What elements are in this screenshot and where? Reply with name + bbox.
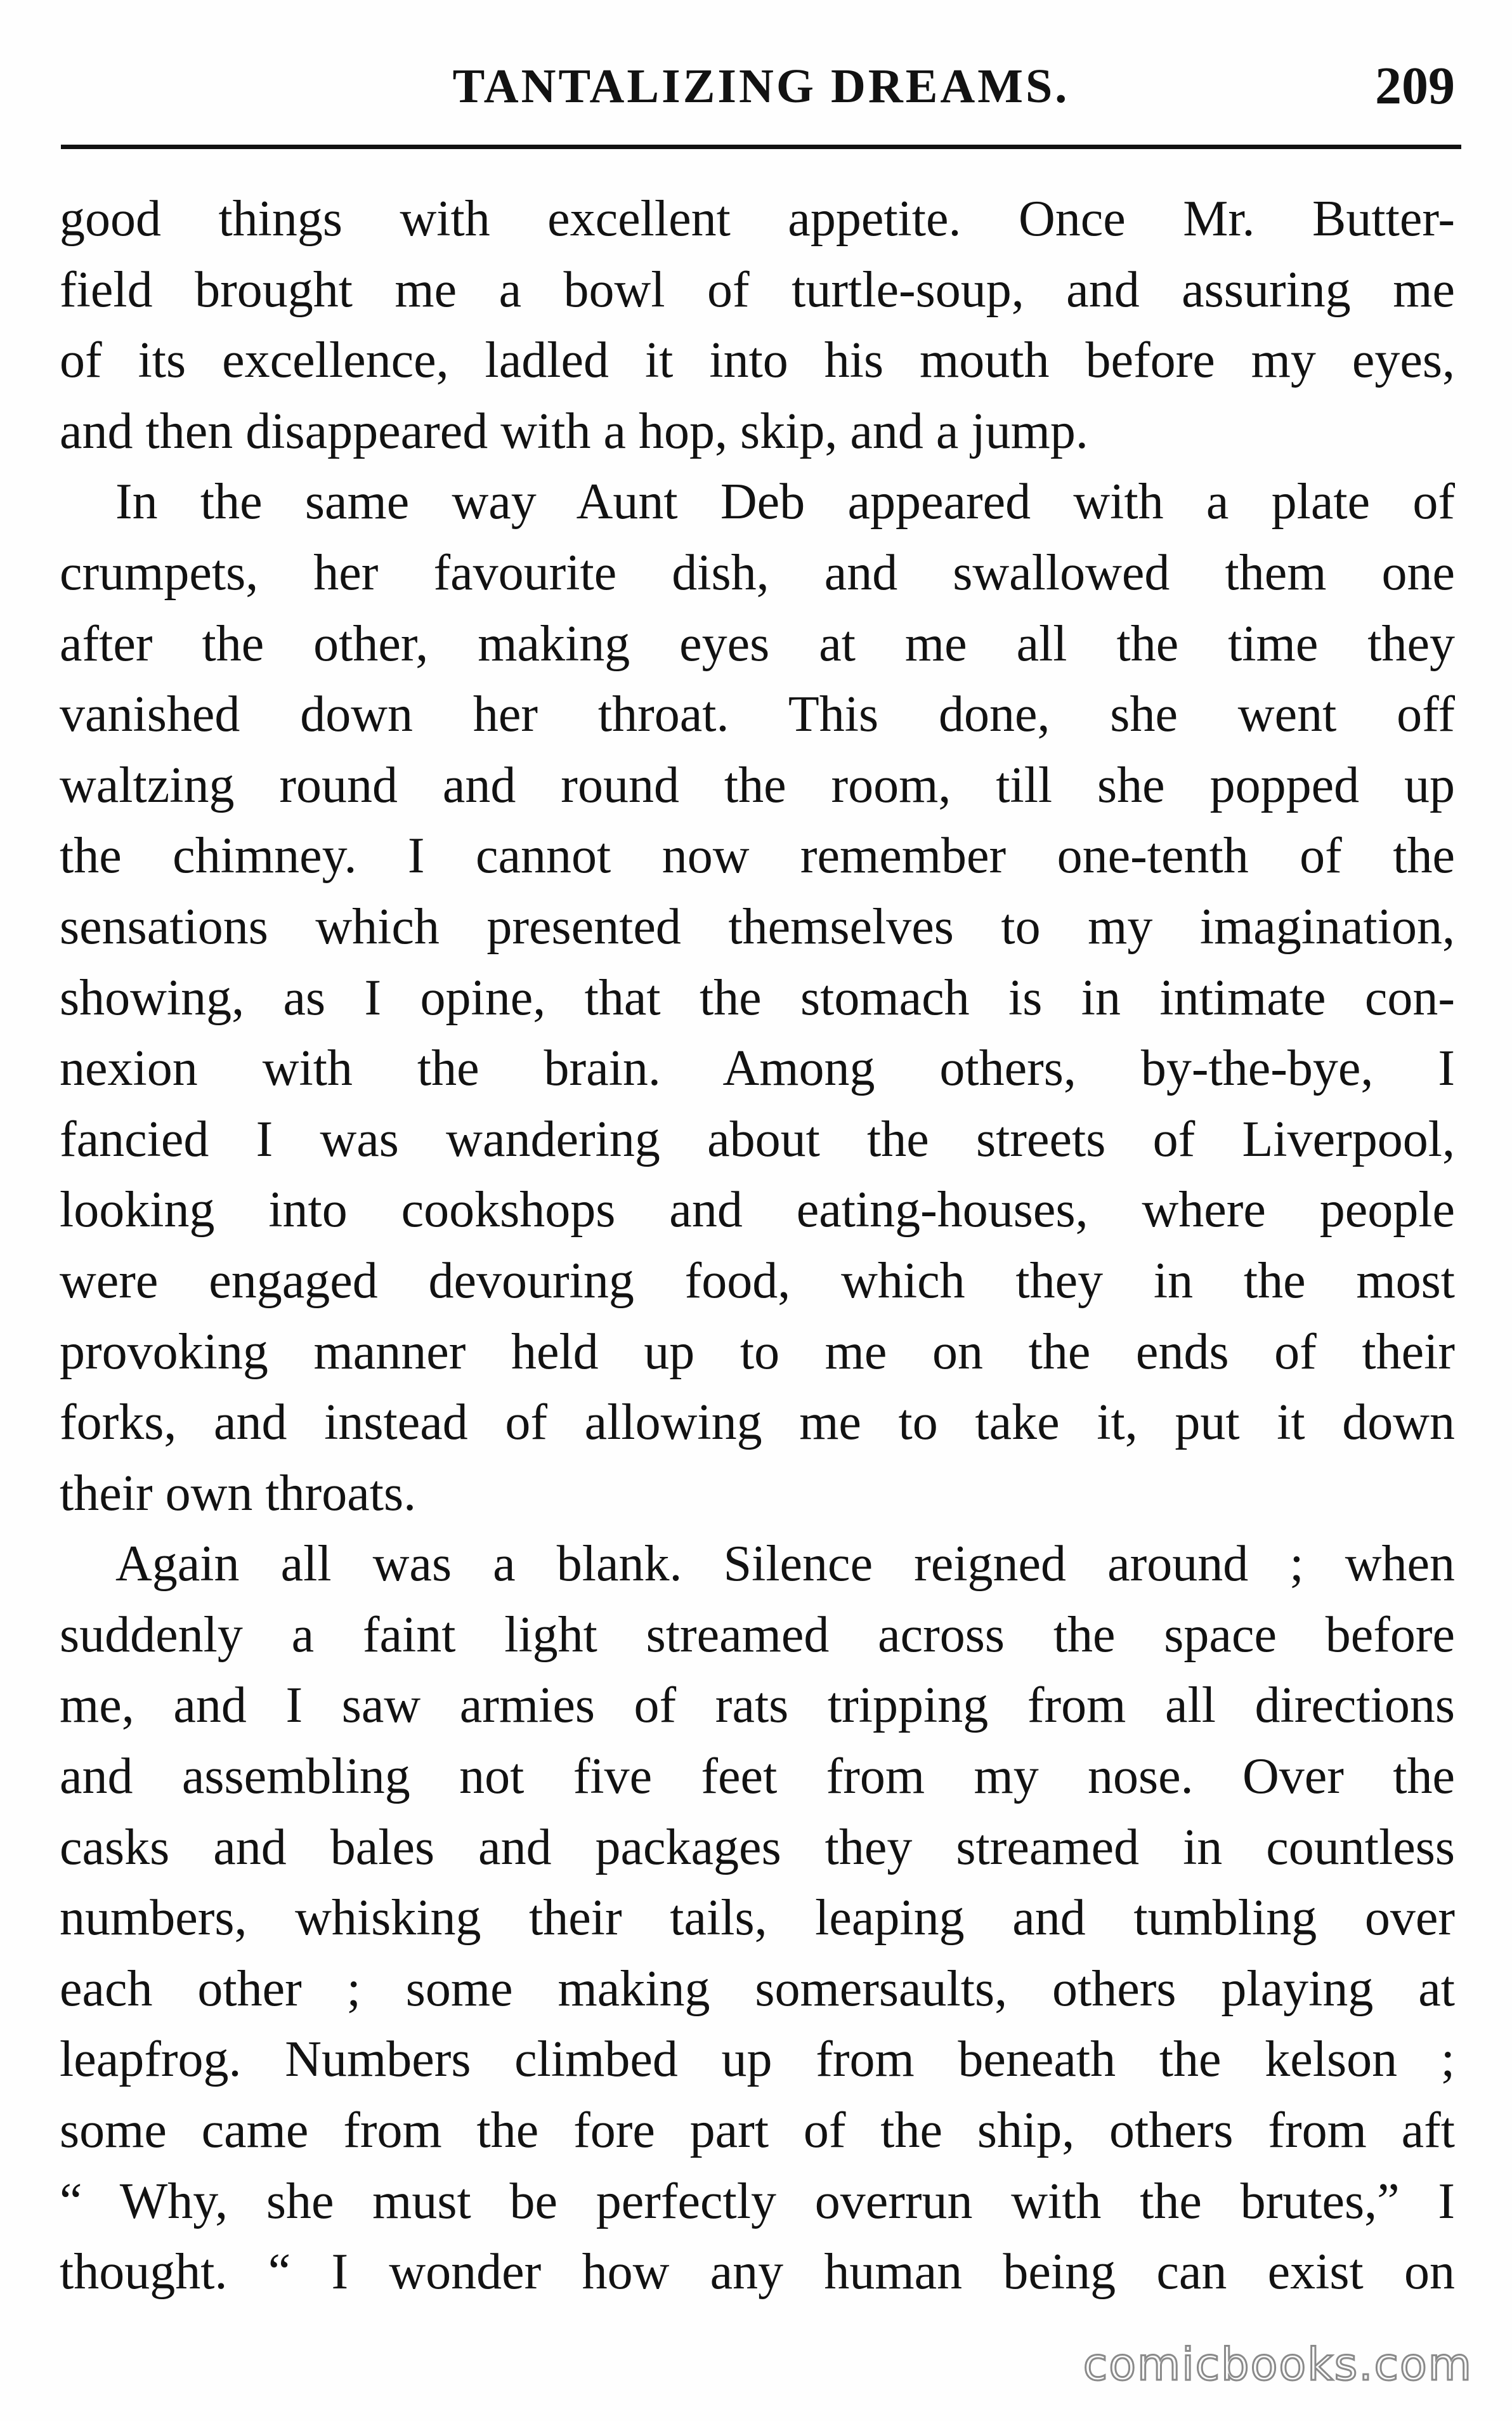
text-line: numbers, whisking their tails, leaping and tumbling over [60,1890,1455,1946]
paragraph [60,467,1455,1529]
text-line: some came from the fore part of the ship, others from aft [60,2103,1455,2159]
paragraph [60,1529,1455,2308]
text-line: In the same way Aunt Deb appeared with a plate of [115,474,1455,530]
chapter-title: TANTALIZING DREAMS. [452,60,1070,113]
text-line: of its excellence, ladled it into his mouth before my eyes, [60,332,1455,389]
text-line: forks, and instead of allowing me to take it, put it down [60,1394,1455,1451]
body-text [60,184,1455,2308]
watermark-logo: comicbooks.com [1083,2339,1473,2391]
text-line: leapfrog. Numbers climbed up from beneath the kelson ; [60,2031,1455,2088]
text-line: me, and I saw armies of rats tripping from all directions [60,1677,1455,1734]
text-line: the chimney. I cannot now remember one-tenth of the [60,828,1455,884]
text-line: after the other, making eyes at me all the time they [60,615,1455,672]
text-line: vanished down her throat. This done, she went off [60,686,1455,743]
text-line: casks and bales and packages they streamed in countless [60,1819,1455,1875]
text-line: fancied I was wandering about the streets of Liverpool, [60,1111,1455,1167]
text-line: suddenly a faint light streamed across the space before [60,1606,1455,1663]
text-line: “ Why, she must be perfectly overrun with the brutes,” I [60,2173,1455,2229]
running-head [61,46,1461,122]
page-number: 209 [1375,56,1455,115]
text-line: nexion with the brain. Among others, by-the-bye, I [60,1040,1455,1097]
text-line: their own throats. [60,1465,417,1521]
text-line: were engaged devouring food, which they in the most [60,1252,1455,1309]
text-line: and then disappeared with a hop, skip, and a jump. [60,403,1088,459]
text-line: thought. “ I wonder how any human being can exist on [60,2244,1455,2300]
text-line: and assembling not five feet from my nose. Over the [60,1748,1455,1805]
text-line: sensations which presented themselves to my imagination, [60,898,1455,955]
text-line: provoking manner held up to me on the ends of their [60,1323,1455,1380]
text-line: Again all was a blank. Silence reigned around ; when [115,1536,1455,1592]
paragraph [60,184,1455,467]
text-line: waltzing round and round the room, till she popped up [60,757,1455,813]
text-line: each other ; some making somersaults, others playing at [60,1960,1455,2017]
text-line: field brought me a bowl of turtle-soup, and assuring me [60,261,1455,318]
text-line: looking into cookshops and eating-houses, where people [60,1182,1455,1238]
text-line: good things with excellent appetite. Once Mr. Butter- [60,191,1455,247]
text-line: crumpets, her favourite dish, and swallowed them one [60,544,1455,601]
text-line: showing, as I opine, that the stomach is in intimate con- [60,969,1455,1026]
header-rule [61,145,1461,149]
